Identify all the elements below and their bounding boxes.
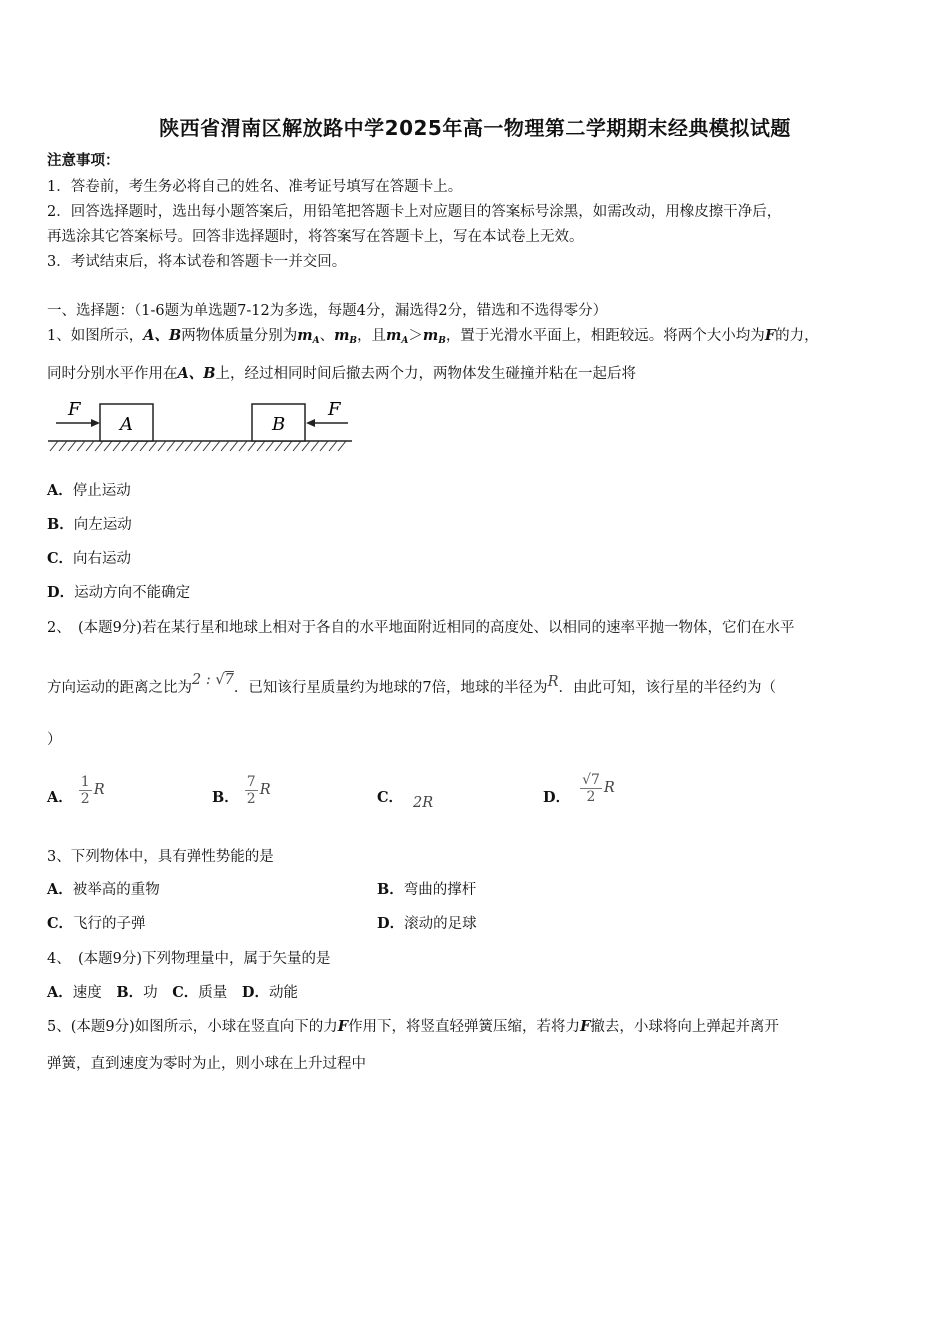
q5-text: 撤去，小球将向上弹起并离开 [590, 1019, 779, 1035]
numerator: 7 [246, 773, 256, 790]
option-text: 向左运动 [73, 517, 132, 533]
option-letter: A． [47, 789, 73, 806]
section-heading: 一、选择题：（1-6题为单选题7-12为多选，每题4分，漏选得2分，错选和不选得零分） [47, 303, 608, 319]
q2-option-c[interactable] [377, 768, 433, 812]
q4-option-d[interactable] [242, 985, 298, 1001]
force-label-left: F [68, 399, 81, 420]
q5-force: F [337, 1018, 349, 1035]
option-text: 质量 [198, 985, 228, 1001]
q1-gt: ＞ [408, 328, 423, 344]
option-letter: A． [47, 881, 73, 898]
q1-ma: m [297, 327, 313, 344]
denominator: 2 [586, 788, 596, 805]
force-arrowhead-left [91, 419, 100, 427]
q3-option-d[interactable] [377, 914, 477, 934]
q1-option-c[interactable] [47, 549, 131, 569]
q3-option-b[interactable] [377, 880, 476, 900]
option-expr: 2R [413, 795, 434, 811]
option-text: 动能 [268, 985, 298, 1001]
q1-ma-sub: A [401, 336, 409, 346]
denominator: 2 [246, 790, 256, 807]
page-title: 陕西省渭南区解放路中学2025年高一物理第二学期期末经典模拟试题 [159, 116, 791, 140]
q2-radius-symbol: R [547, 674, 559, 690]
q4-option-b[interactable] [116, 985, 157, 1001]
q1-text: 上，经过相同时间后撤去两个力，两物体发生碰撞并粘在一起后将 [215, 366, 637, 382]
q2-option-a[interactable] [47, 768, 105, 812]
sqrt-symbol: √ [215, 672, 225, 688]
block-b-label: B [272, 414, 286, 435]
q1-ab: A、B [143, 327, 182, 344]
option-var: R [259, 782, 271, 798]
q4-options [47, 983, 298, 1003]
q1-ma: m [386, 327, 402, 344]
option-letter: C． [377, 789, 404, 806]
option-letter: A． [47, 984, 73, 1001]
q5-force: F [580, 1018, 591, 1035]
q1-mb: m [334, 327, 350, 344]
option-letter: B． [212, 789, 239, 806]
fraction [245, 774, 258, 807]
option-letter: C． [172, 984, 199, 1001]
q2-option-b[interactable] [212, 768, 271, 812]
q1-text: ，置于光滑水平面上，相距较远。将两个大小均为 [445, 328, 765, 344]
q1-figure [46, 395, 356, 457]
q2-stem-line2 [47, 672, 776, 698]
option-text: 功 [143, 985, 158, 1001]
option-letter: B． [377, 881, 404, 898]
option-letter: B． [47, 516, 74, 533]
option-text: 被举高的重物 [72, 882, 160, 898]
option-text: 飞行的子弹 [73, 916, 146, 932]
q2-text: ．由此可知，该行星的半径约为（ [558, 680, 776, 696]
q1-text: 1、如图所示， [47, 328, 144, 344]
option-letter: D． [543, 789, 571, 806]
option-letter: C． [47, 550, 74, 567]
q1-stem-line2 [47, 364, 636, 384]
q1-ab: A、B [177, 365, 216, 382]
option-text: 弯曲的撑杆 [403, 882, 477, 898]
numerator: 1 [80, 773, 90, 790]
option-text: 速度 [72, 985, 102, 1001]
q3-option-a[interactable] [47, 880, 160, 900]
q5-text: 作用下，将竖直轻弹簧压缩，若将力 [348, 1019, 581, 1035]
q3-option-c[interactable] [47, 914, 146, 934]
q1-option-a[interactable] [47, 481, 131, 501]
force-label-right: F [328, 399, 341, 420]
fraction [580, 772, 602, 805]
q1-option-d[interactable] [47, 583, 190, 603]
fraction [79, 774, 92, 807]
q1-text: 两物体质量分别为 [181, 328, 298, 344]
q4-option-c[interactable] [172, 985, 227, 1001]
q1-mb-sub: B [438, 336, 446, 346]
option-text: 运动方向不能确定 [74, 585, 191, 601]
notice-item-2: 2．回答选择题时，选出每小题答案后，用铅笔把答题卡上对应题目的答案标号涂黑，如需改动，用橡皮擦干净后， [47, 204, 782, 220]
option-text: 滚动的足球 [404, 916, 477, 932]
q1-mb-sub: B [349, 336, 358, 346]
notice-item-2-cont: 再选涂其它答案标号。回答非选择题时，将答案写在答题卡上，写在本试卷上无效。 [47, 229, 584, 245]
block-a-label: A [120, 414, 133, 435]
q2-ratio [192, 672, 234, 688]
q2-option-d[interactable] [543, 764, 615, 812]
notice-item-3: 3．考试结束后，将本试卷和答题卡一并交回。 [47, 254, 347, 270]
q1-text: 的力， [775, 328, 819, 344]
denominator: 2 [80, 790, 90, 807]
option-var: R [93, 782, 105, 798]
option-letter: C． [47, 915, 74, 932]
q1-mb: m [422, 327, 439, 344]
ground-hatch [50, 441, 346, 451]
option-letter: D． [377, 915, 405, 932]
numerator: √7 [582, 771, 600, 788]
q1-text: 同时分别水平作用在 [47, 366, 178, 382]
q5-stem-line1 [47, 1017, 779, 1037]
option-text: 向右运动 [73, 551, 132, 567]
q1-ma-sub: A [312, 336, 320, 346]
q1-f: F [764, 327, 776, 344]
q1-stem-line1 [47, 326, 819, 351]
q2-stem-line3: ） [47, 732, 62, 748]
q1-sep: 、 [319, 328, 335, 344]
force-arrowhead-right [306, 419, 315, 427]
q2-text: 方向运动的距离之比为 [47, 680, 192, 696]
option-var: R [603, 780, 615, 796]
notice-heading: 注意事项： [47, 152, 120, 169]
q2-stem-line1: 2、 (本题9分)若在某行星和地球上相对于各自的水平地面附近相同的高度处、以相同的速率平抛一物体，它们在水平 [47, 620, 795, 636]
option-letter: D． [47, 584, 75, 601]
option-letter: D． [241, 984, 269, 1001]
q5-stem-line2: 弹簧，直到速度为零时为止，则小球在上升过程中 [47, 1056, 366, 1072]
q1-option-b[interactable] [47, 515, 132, 535]
q2-ratio-b: 7 [224, 672, 234, 688]
q3-stem: 3、下列物体中，具有弹性势能的是 [47, 849, 274, 865]
notice-item-1: 1．答卷前，考生务必将自己的姓名、准考证号填写在答题卡上。 [47, 179, 463, 195]
q4-option-a[interactable] [47, 985, 102, 1001]
option-letter: B． [116, 984, 144, 1001]
q4-stem: 4、 (本题9分)下列物理量中，属于矢量的是 [47, 951, 331, 967]
q2-ratio-a: 2 : [192, 672, 216, 688]
option-letter: A． [47, 482, 73, 499]
q1-text: ，且 [357, 328, 387, 344]
q5-text: 5、(本题9分)如图所示，小球在竖直向下的力 [47, 1019, 338, 1035]
q2-text: ．已知该行星质量约为地球的7倍，地球的半径为 [233, 680, 548, 696]
option-text: 停止运动 [72, 483, 131, 499]
